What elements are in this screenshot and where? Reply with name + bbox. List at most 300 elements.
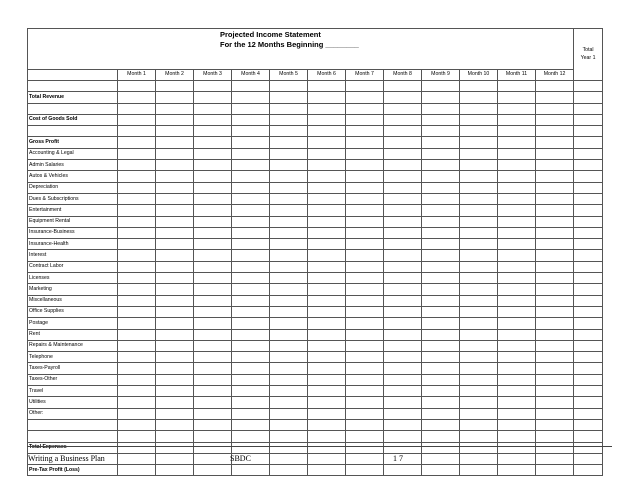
value-cell bbox=[574, 340, 603, 351]
month-header: Month 7 bbox=[346, 70, 384, 81]
value-cell bbox=[498, 239, 536, 250]
value-cell bbox=[194, 81, 232, 92]
value-cell bbox=[156, 261, 194, 272]
value-cell bbox=[232, 442, 270, 453]
value-cell bbox=[232, 386, 270, 397]
value-cell bbox=[460, 205, 498, 216]
table-row bbox=[28, 273, 603, 284]
table-row bbox=[28, 397, 603, 408]
value-cell bbox=[536, 306, 574, 317]
value-cell bbox=[194, 261, 232, 272]
table-row bbox=[28, 114, 603, 125]
value-cell bbox=[460, 318, 498, 329]
value-cell bbox=[308, 114, 346, 125]
value-cell bbox=[422, 171, 460, 182]
value-cell bbox=[308, 363, 346, 374]
value-cell bbox=[194, 126, 232, 137]
value-cell bbox=[574, 431, 603, 442]
footer-rule bbox=[27, 446, 612, 447]
value-cell bbox=[308, 284, 346, 295]
value-cell bbox=[194, 137, 232, 148]
value-cell bbox=[156, 318, 194, 329]
value-cell bbox=[498, 329, 536, 340]
value-cell bbox=[574, 160, 603, 171]
value-cell bbox=[422, 137, 460, 148]
value-cell bbox=[536, 318, 574, 329]
total-year-label-2: Year 1 bbox=[580, 55, 596, 61]
value-cell bbox=[460, 216, 498, 227]
value-cell bbox=[232, 363, 270, 374]
value-cell bbox=[308, 193, 346, 204]
value-cell bbox=[270, 419, 308, 430]
statement-title: Projected Income Statement bbox=[220, 30, 321, 39]
value-cell bbox=[422, 386, 460, 397]
value-cell bbox=[460, 126, 498, 137]
value-cell bbox=[536, 340, 574, 351]
value-cell bbox=[118, 114, 156, 125]
value-cell bbox=[346, 295, 384, 306]
value-cell bbox=[536, 205, 574, 216]
value-cell bbox=[118, 340, 156, 351]
value-cell bbox=[118, 103, 156, 114]
value-cell bbox=[346, 386, 384, 397]
value-cell bbox=[460, 386, 498, 397]
value-cell bbox=[232, 261, 270, 272]
value-cell bbox=[232, 239, 270, 250]
value-cell bbox=[498, 103, 536, 114]
value-cell bbox=[498, 465, 536, 476]
value-cell bbox=[270, 261, 308, 272]
table-row bbox=[28, 318, 603, 329]
value-cell bbox=[536, 453, 574, 464]
value-cell bbox=[156, 363, 194, 374]
value-cell bbox=[498, 408, 536, 419]
value-cell bbox=[384, 216, 422, 227]
value-cell bbox=[346, 114, 384, 125]
row-label: Entertainment bbox=[28, 205, 118, 216]
value-cell bbox=[308, 250, 346, 261]
row-label bbox=[28, 126, 118, 137]
value-cell bbox=[270, 81, 308, 92]
month-header: Month 9 bbox=[422, 70, 460, 81]
value-cell bbox=[308, 306, 346, 317]
value-cell bbox=[156, 397, 194, 408]
value-cell bbox=[308, 352, 346, 363]
value-cell bbox=[232, 216, 270, 227]
value-cell bbox=[308, 374, 346, 385]
value-cell bbox=[422, 126, 460, 137]
value-cell bbox=[232, 126, 270, 137]
value-cell bbox=[536, 261, 574, 272]
value-cell bbox=[384, 193, 422, 204]
value-cell bbox=[384, 114, 422, 125]
value-cell bbox=[536, 160, 574, 171]
value-cell bbox=[118, 408, 156, 419]
value-cell bbox=[384, 397, 422, 408]
value-cell bbox=[118, 386, 156, 397]
value-cell bbox=[308, 318, 346, 329]
value-cell bbox=[308, 126, 346, 137]
value-cell bbox=[308, 273, 346, 284]
value-cell bbox=[498, 193, 536, 204]
value-cell bbox=[498, 363, 536, 374]
row-label: Insurance-Health bbox=[28, 239, 118, 250]
value-cell bbox=[422, 419, 460, 430]
value-cell bbox=[346, 81, 384, 92]
value-cell bbox=[118, 239, 156, 250]
value-cell bbox=[194, 431, 232, 442]
value-cell bbox=[270, 386, 308, 397]
value-cell bbox=[574, 92, 603, 103]
value-cell bbox=[422, 295, 460, 306]
row-label: Licenses bbox=[28, 273, 118, 284]
value-cell bbox=[460, 295, 498, 306]
value-cell bbox=[156, 284, 194, 295]
row-label: Repairs & Maintenance bbox=[28, 340, 118, 351]
value-cell bbox=[118, 453, 156, 464]
value-cell bbox=[498, 306, 536, 317]
table-row bbox=[28, 193, 603, 204]
value-cell bbox=[232, 397, 270, 408]
value-cell bbox=[232, 374, 270, 385]
value-cell bbox=[270, 160, 308, 171]
value-cell bbox=[270, 227, 308, 238]
table-row bbox=[28, 250, 603, 261]
value-cell bbox=[156, 408, 194, 419]
value-cell bbox=[156, 103, 194, 114]
value-cell bbox=[118, 193, 156, 204]
value-cell bbox=[422, 261, 460, 272]
value-cell bbox=[384, 340, 422, 351]
value-cell bbox=[574, 273, 603, 284]
value-cell bbox=[460, 239, 498, 250]
value-cell bbox=[232, 114, 270, 125]
value-cell bbox=[460, 182, 498, 193]
value-cell bbox=[574, 306, 603, 317]
value-cell bbox=[194, 295, 232, 306]
value-cell bbox=[156, 81, 194, 92]
value-cell bbox=[118, 363, 156, 374]
value-cell bbox=[156, 340, 194, 351]
value-cell bbox=[232, 250, 270, 261]
value-cell bbox=[422, 431, 460, 442]
value-cell bbox=[498, 352, 536, 363]
value-cell bbox=[384, 227, 422, 238]
footer-center-text: SBDC bbox=[230, 454, 251, 463]
value-cell bbox=[194, 205, 232, 216]
month-header: Month 4 bbox=[232, 70, 270, 81]
value-cell bbox=[422, 284, 460, 295]
value-cell bbox=[118, 81, 156, 92]
value-cell bbox=[194, 160, 232, 171]
value-cell bbox=[346, 216, 384, 227]
value-cell bbox=[308, 408, 346, 419]
value-cell bbox=[460, 261, 498, 272]
value-cell bbox=[422, 465, 460, 476]
value-cell bbox=[232, 340, 270, 351]
row-label: Depreciation bbox=[28, 182, 118, 193]
value-cell bbox=[270, 408, 308, 419]
value-cell bbox=[384, 92, 422, 103]
value-cell bbox=[536, 386, 574, 397]
value-cell bbox=[308, 216, 346, 227]
value-cell bbox=[308, 442, 346, 453]
value-cell bbox=[536, 193, 574, 204]
value-cell bbox=[194, 284, 232, 295]
value-cell bbox=[384, 431, 422, 442]
value-cell bbox=[308, 261, 346, 272]
total-year-label-1: Total bbox=[582, 46, 594, 53]
value-cell bbox=[270, 114, 308, 125]
value-cell bbox=[574, 453, 603, 464]
value-cell bbox=[422, 205, 460, 216]
value-cell bbox=[460, 103, 498, 114]
value-cell bbox=[308, 137, 346, 148]
value-cell bbox=[118, 148, 156, 159]
value-cell bbox=[346, 442, 384, 453]
value-cell bbox=[118, 273, 156, 284]
value-cell bbox=[232, 205, 270, 216]
row-label: Marketing bbox=[28, 284, 118, 295]
value-cell bbox=[460, 273, 498, 284]
value-cell bbox=[194, 340, 232, 351]
value-cell bbox=[346, 306, 384, 317]
table-row bbox=[28, 374, 603, 385]
value-cell bbox=[346, 137, 384, 148]
value-cell bbox=[536, 329, 574, 340]
value-cell bbox=[346, 374, 384, 385]
value-cell bbox=[118, 92, 156, 103]
value-cell bbox=[498, 182, 536, 193]
value-cell bbox=[270, 465, 308, 476]
row-label: Telephone bbox=[28, 352, 118, 363]
value-cell bbox=[194, 193, 232, 204]
row-label: Dues & Subscriptions bbox=[28, 193, 118, 204]
row-label: Travel bbox=[28, 386, 118, 397]
value-cell bbox=[156, 148, 194, 159]
value-cell bbox=[574, 397, 603, 408]
month-header: Month 12 bbox=[536, 70, 574, 81]
value-cell bbox=[118, 137, 156, 148]
value-cell bbox=[384, 465, 422, 476]
table-row bbox=[28, 216, 603, 227]
value-cell bbox=[232, 419, 270, 430]
value-cell bbox=[346, 126, 384, 137]
value-cell bbox=[118, 442, 156, 453]
value-cell bbox=[156, 374, 194, 385]
value-cell bbox=[346, 182, 384, 193]
table-row bbox=[28, 442, 603, 453]
value-cell bbox=[498, 273, 536, 284]
value-cell bbox=[422, 103, 460, 114]
value-cell bbox=[574, 352, 603, 363]
value-cell bbox=[118, 329, 156, 340]
value-cell bbox=[118, 284, 156, 295]
value-cell bbox=[308, 92, 346, 103]
value-cell bbox=[460, 81, 498, 92]
month-header: Month 3 bbox=[194, 70, 232, 81]
table-row bbox=[28, 227, 603, 238]
value-cell bbox=[536, 284, 574, 295]
value-cell bbox=[156, 114, 194, 125]
value-cell bbox=[384, 363, 422, 374]
value-cell bbox=[498, 92, 536, 103]
value-cell bbox=[536, 103, 574, 114]
value-cell bbox=[536, 92, 574, 103]
value-cell bbox=[156, 306, 194, 317]
value-cell bbox=[194, 453, 232, 464]
row-label: Other: bbox=[28, 408, 118, 419]
value-cell bbox=[270, 216, 308, 227]
value-cell bbox=[498, 81, 536, 92]
table-row bbox=[28, 160, 603, 171]
value-cell bbox=[232, 273, 270, 284]
value-cell bbox=[118, 431, 156, 442]
value-cell bbox=[308, 329, 346, 340]
value-cell bbox=[270, 352, 308, 363]
value-cell bbox=[384, 386, 422, 397]
value-cell bbox=[384, 160, 422, 171]
value-cell bbox=[460, 306, 498, 317]
value-cell bbox=[308, 465, 346, 476]
value-cell bbox=[384, 306, 422, 317]
value-cell bbox=[118, 295, 156, 306]
value-cell bbox=[270, 295, 308, 306]
footer-left-text: Writing a Business Plan bbox=[28, 454, 105, 463]
table-row bbox=[28, 92, 603, 103]
value-cell bbox=[460, 363, 498, 374]
row-label: Equipment Rental bbox=[28, 216, 118, 227]
value-cell bbox=[346, 408, 384, 419]
value-cell bbox=[574, 103, 603, 114]
table-row bbox=[28, 431, 603, 442]
value-cell bbox=[422, 114, 460, 125]
value-cell bbox=[194, 442, 232, 453]
value-cell bbox=[536, 137, 574, 148]
value-cell bbox=[422, 148, 460, 159]
row-label: Total Revenue bbox=[28, 92, 118, 103]
value-cell bbox=[270, 318, 308, 329]
value-cell bbox=[232, 431, 270, 442]
value-cell bbox=[574, 227, 603, 238]
value-cell bbox=[156, 216, 194, 227]
value-cell bbox=[536, 171, 574, 182]
value-cell bbox=[270, 92, 308, 103]
value-cell bbox=[118, 318, 156, 329]
value-cell bbox=[536, 397, 574, 408]
value-cell bbox=[498, 126, 536, 137]
value-cell bbox=[422, 442, 460, 453]
value-cell bbox=[232, 137, 270, 148]
row-label: Pre-Tax Profit (Loss) bbox=[28, 465, 118, 476]
table-row bbox=[28, 465, 603, 476]
row-label: Interest bbox=[28, 250, 118, 261]
value-cell bbox=[574, 374, 603, 385]
value-cell bbox=[346, 329, 384, 340]
table-row bbox=[28, 103, 603, 114]
value-cell bbox=[270, 250, 308, 261]
value-cell bbox=[536, 126, 574, 137]
value-cell bbox=[194, 363, 232, 374]
value-cell bbox=[574, 284, 603, 295]
value-cell bbox=[460, 465, 498, 476]
value-cell bbox=[422, 408, 460, 419]
row-label: Taxes-Other bbox=[28, 374, 118, 385]
value-cell bbox=[460, 137, 498, 148]
value-cell bbox=[384, 81, 422, 92]
value-cell bbox=[346, 431, 384, 442]
value-cell bbox=[460, 148, 498, 159]
row-label bbox=[28, 419, 118, 430]
value-cell bbox=[422, 340, 460, 351]
table-row bbox=[28, 453, 603, 464]
value-cell bbox=[346, 261, 384, 272]
value-cell bbox=[270, 182, 308, 193]
value-cell bbox=[194, 352, 232, 363]
value-cell bbox=[536, 81, 574, 92]
value-cell bbox=[460, 453, 498, 464]
value-cell bbox=[384, 329, 422, 340]
value-cell bbox=[232, 284, 270, 295]
table-row bbox=[28, 126, 603, 137]
value-cell bbox=[384, 239, 422, 250]
value-cell bbox=[308, 419, 346, 430]
value-cell bbox=[156, 442, 194, 453]
value-cell bbox=[536, 419, 574, 430]
value-cell bbox=[422, 318, 460, 329]
value-cell bbox=[270, 103, 308, 114]
value-cell bbox=[422, 306, 460, 317]
value-cell bbox=[194, 250, 232, 261]
value-cell bbox=[422, 250, 460, 261]
value-cell bbox=[422, 193, 460, 204]
value-cell bbox=[498, 227, 536, 238]
value-cell bbox=[346, 92, 384, 103]
value-cell bbox=[118, 419, 156, 430]
value-cell bbox=[270, 397, 308, 408]
value-cell bbox=[498, 216, 536, 227]
value-cell bbox=[270, 329, 308, 340]
value-cell bbox=[270, 193, 308, 204]
value-cell bbox=[118, 216, 156, 227]
value-cell bbox=[460, 352, 498, 363]
value-cell bbox=[156, 419, 194, 430]
value-cell bbox=[156, 126, 194, 137]
value-cell bbox=[346, 284, 384, 295]
value-cell bbox=[346, 193, 384, 204]
value-cell bbox=[232, 171, 270, 182]
row-label: Insurance-Business bbox=[28, 227, 118, 238]
table-row bbox=[28, 81, 603, 92]
table-row bbox=[28, 205, 603, 216]
value-cell bbox=[194, 92, 232, 103]
row-label bbox=[28, 431, 118, 442]
value-cell bbox=[270, 137, 308, 148]
value-cell bbox=[346, 273, 384, 284]
value-cell bbox=[270, 273, 308, 284]
value-cell bbox=[384, 374, 422, 385]
value-cell bbox=[232, 193, 270, 204]
statement-period: For the 12 Months Beginning ________ bbox=[220, 40, 359, 49]
value-cell bbox=[536, 239, 574, 250]
value-cell bbox=[536, 182, 574, 193]
value-cell bbox=[118, 374, 156, 385]
value-cell bbox=[232, 295, 270, 306]
value-cell bbox=[232, 92, 270, 103]
value-cell bbox=[156, 465, 194, 476]
value-cell bbox=[422, 363, 460, 374]
value-cell bbox=[346, 465, 384, 476]
